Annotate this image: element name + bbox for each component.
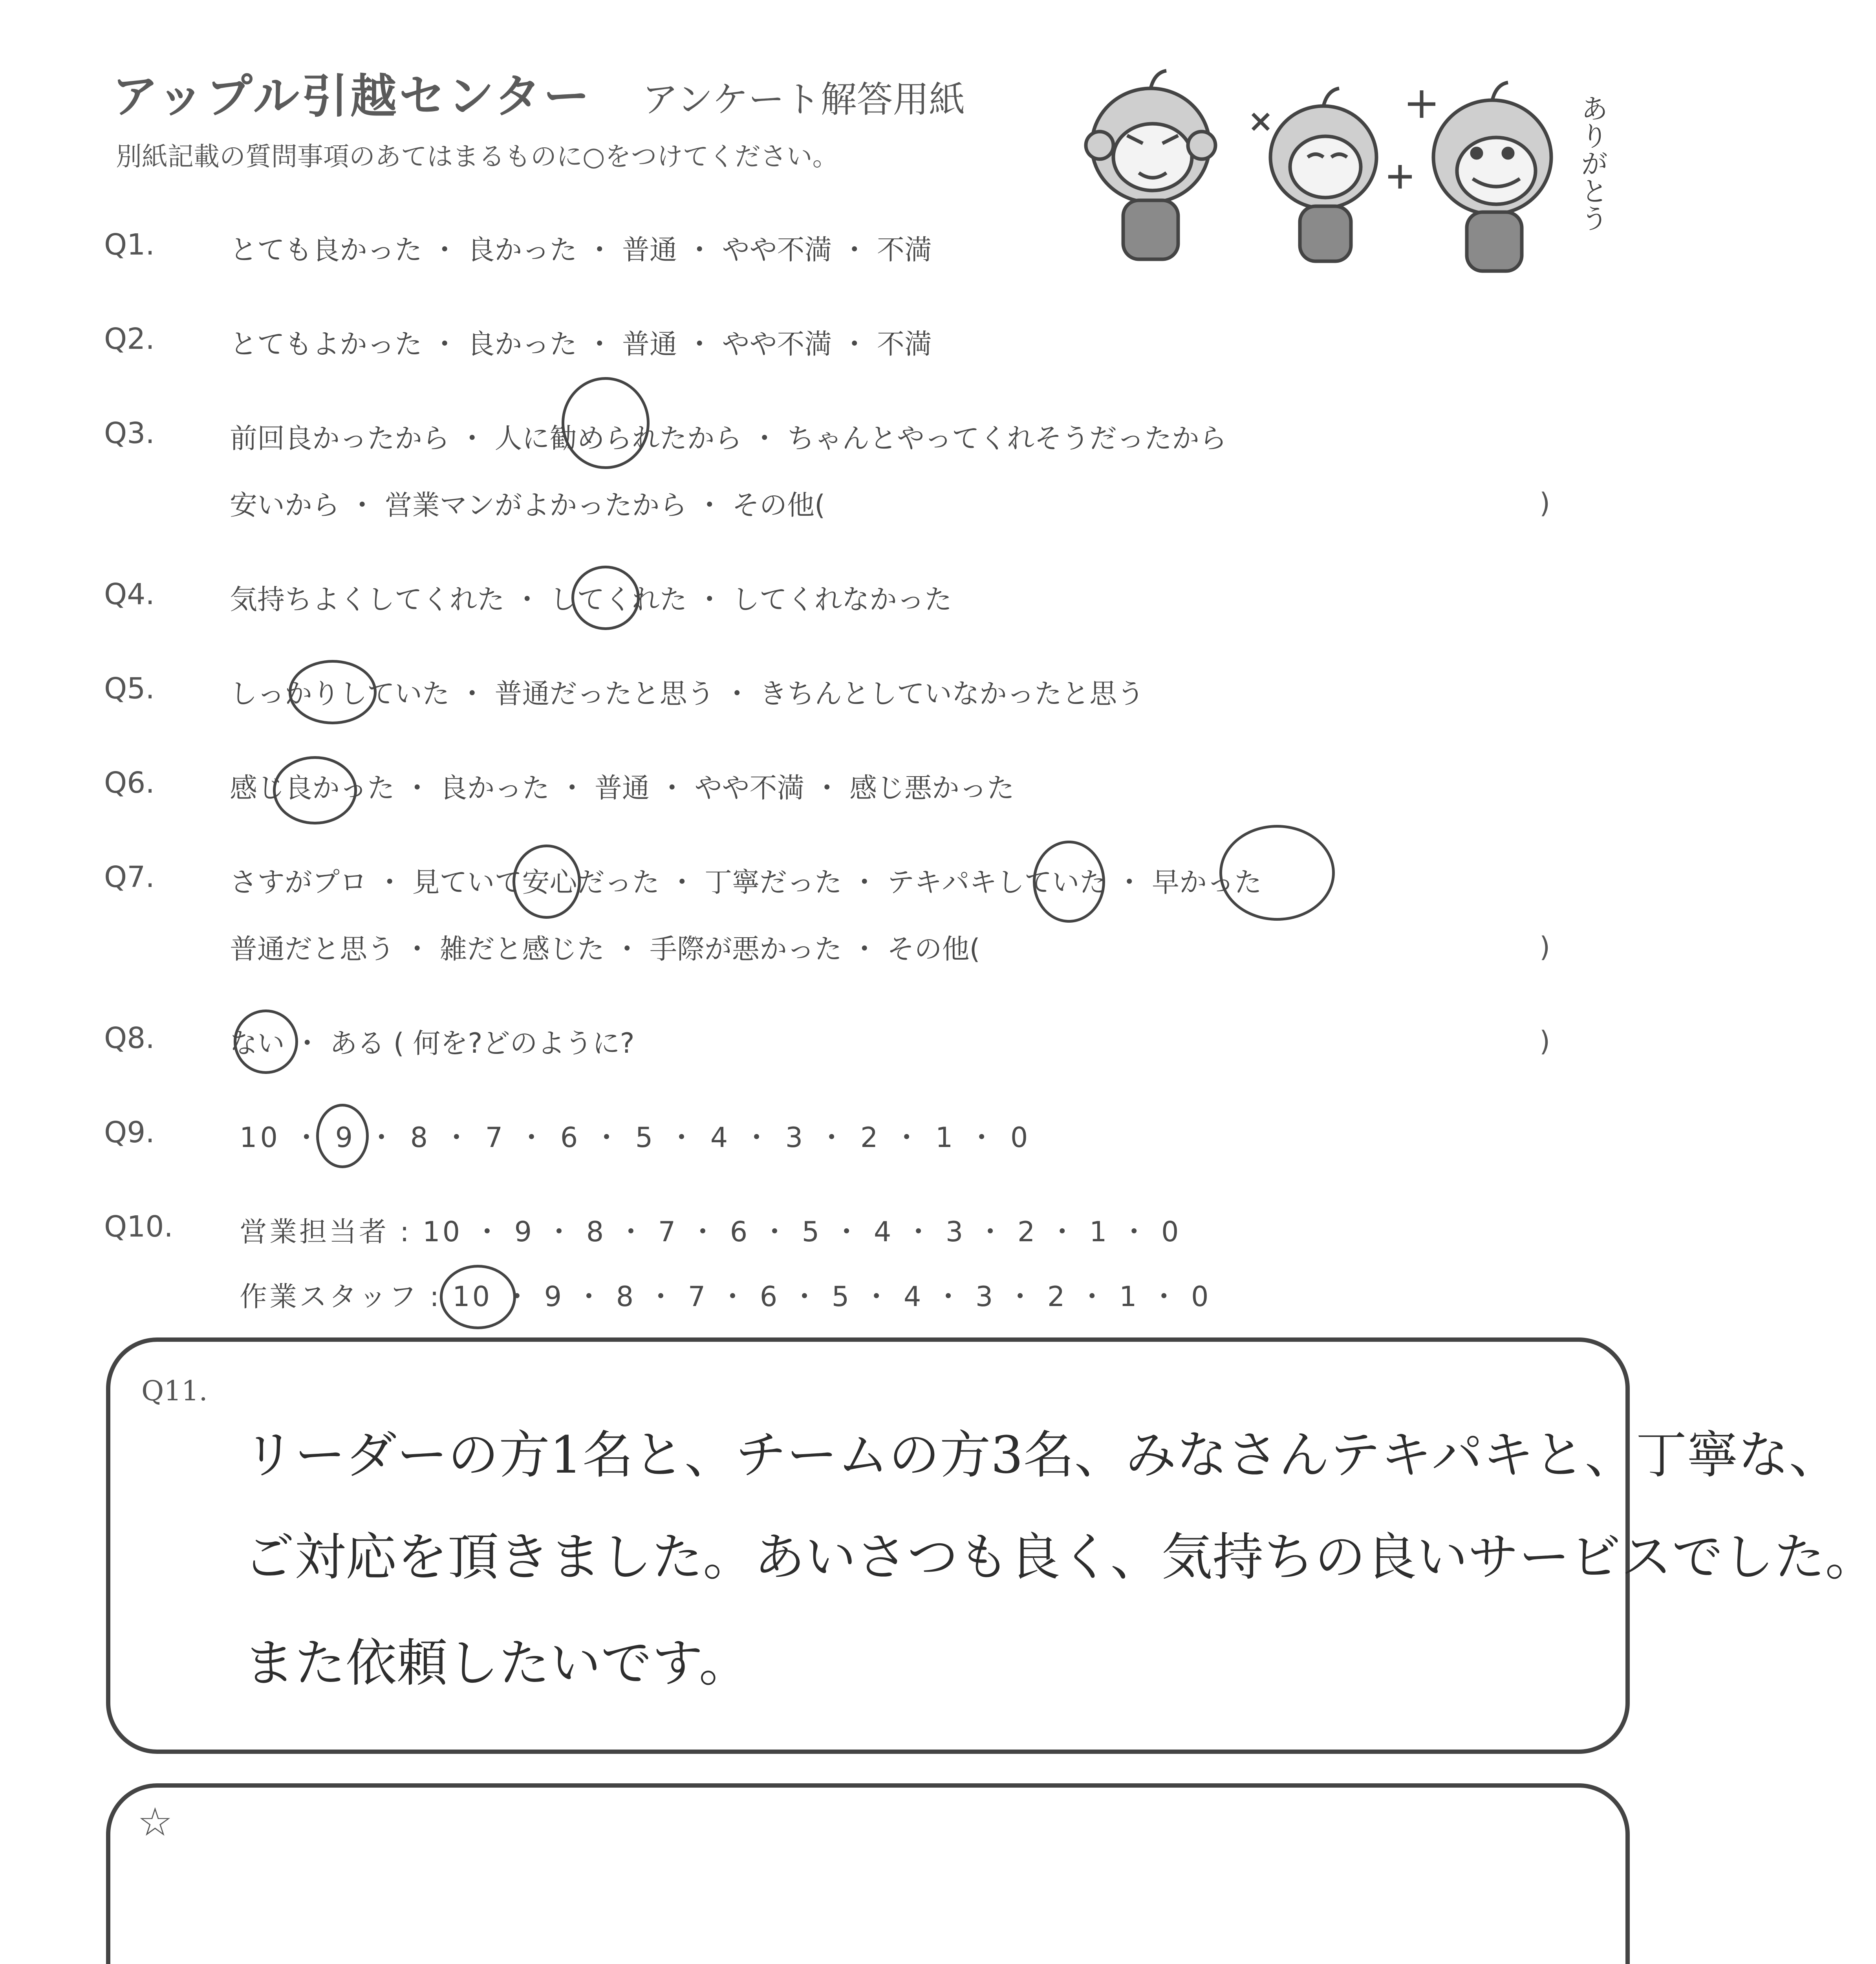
selection-circle-q7-hayakatta [1219, 825, 1335, 921]
q7-close-paren: ) [1539, 931, 1550, 963]
star-icon: ☆ [137, 1799, 173, 1845]
q3-options-line1: 前回良かったから ・ 人に勧められたから ・ ちゃんとやってくれそうだったから [230, 422, 1227, 454]
q3-close-paren: ) [1539, 487, 1550, 519]
q7-label: Q7. [104, 860, 155, 894]
selection-circle-q7-tekipaki [1033, 841, 1105, 923]
selection-circle-q6 [273, 756, 357, 824]
q8-options: ない ・ ある ( 何を?どのように? [230, 1027, 635, 1059]
form-name: アンケート解答用紙 [642, 79, 965, 121]
q6-label: Q6. [104, 766, 155, 800]
q9-label: Q9. [104, 1116, 155, 1149]
q5-options: しっかりしていた ・ 普通だったと思う ・ きちんとしていなかったと思う [230, 678, 1145, 710]
q3-label: Q3. [104, 416, 155, 450]
mascot-monkeys-illustration [1068, 67, 1618, 287]
selection-circle-q7-anshin [512, 845, 581, 919]
q11-label: Q11. [141, 1375, 208, 1407]
q5-label: Q5. [104, 672, 155, 705]
selection-circle-q8 [234, 1009, 298, 1074]
q1-label: Q1. [104, 228, 155, 262]
selection-circle-q4 [571, 566, 640, 630]
q6-options: 感じ良かった ・ 良かった ・ 普通 ・ やや不満 ・ 感じ悪かった [230, 772, 1015, 804]
q8-label: Q8. [104, 1021, 155, 1055]
q11-answer-line1: リーダーの方1名と、チームの方3名、みなさんテキパキと、丁寧な、 [243, 1425, 1840, 1485]
brand-title: アップル引越センター [112, 69, 592, 123]
q4-label: Q4. [104, 577, 155, 611]
q10-label: Q10. [104, 1210, 173, 1244]
q4-options: 気持ちよくしてくれた ・ してくれた ・ してくれなかった [230, 583, 952, 616]
q11-answer-line2: ご対応を頂きました。あいさつも良く、気持ちの良いサービスでした。 [243, 1527, 1876, 1587]
mascot-thanks-text: ありがとう [1576, 94, 1609, 232]
q1-options: とても良かった ・ 良かった ・ 普通 ・ やや不満 ・ 不満 [230, 234, 932, 266]
q7-options-line2: 普通だと思う ・ 雑だと感じた ・ 手際が悪かった ・ その他( [230, 933, 980, 965]
q9-scale: 10 ・ 9 ・ 8 ・ 7 ・ 6 ・ 5 ・ 4 ・ 3 ・ 2 ・ 1 ・ 0 [240, 1121, 1031, 1154]
q10-sales-scale: 営業担当者 : 10 ・ 9 ・ 8 ・ 7 ・ 6 ・ 5 ・ 4 ・ 3 ・ 2 ・ 1 ・ 0 [240, 1216, 1181, 1248]
q11-answer-line3: また依頼したいです。 [243, 1633, 750, 1693]
star-notes-box [106, 1783, 1630, 1964]
selection-circle-q10-staff [440, 1265, 516, 1329]
q10-staff-scale: 作業スタッフ : 10 ・ 9 ・ 8 ・ 7 ・ 6 ・ 5 ・ 4 ・ 3 ・ 2 ・ 1 ・ 0 [240, 1281, 1211, 1313]
selection-circle-q3 [562, 377, 650, 469]
q3-options-line2: 安いから ・ 営業マンがよかったから ・ その他( [230, 489, 825, 521]
selection-circle-q5 [289, 660, 377, 724]
selection-circle-q9 [316, 1104, 369, 1168]
q2-options: とてもよかった ・ 良かった ・ 普通 ・ やや不満 ・ 不満 [230, 328, 932, 360]
instruction-text: 別紙記載の質問事項のあてはまるものに○をつけてください。 [116, 141, 838, 172]
q8-close-paren: ) [1539, 1025, 1550, 1057]
q7-options-line1: さすがプロ ・ 見ていて安心だった ・ 丁寧だった ・ テキパキしていた ・ 早かった [230, 866, 1262, 898]
q2-label: Q2. [104, 322, 155, 356]
